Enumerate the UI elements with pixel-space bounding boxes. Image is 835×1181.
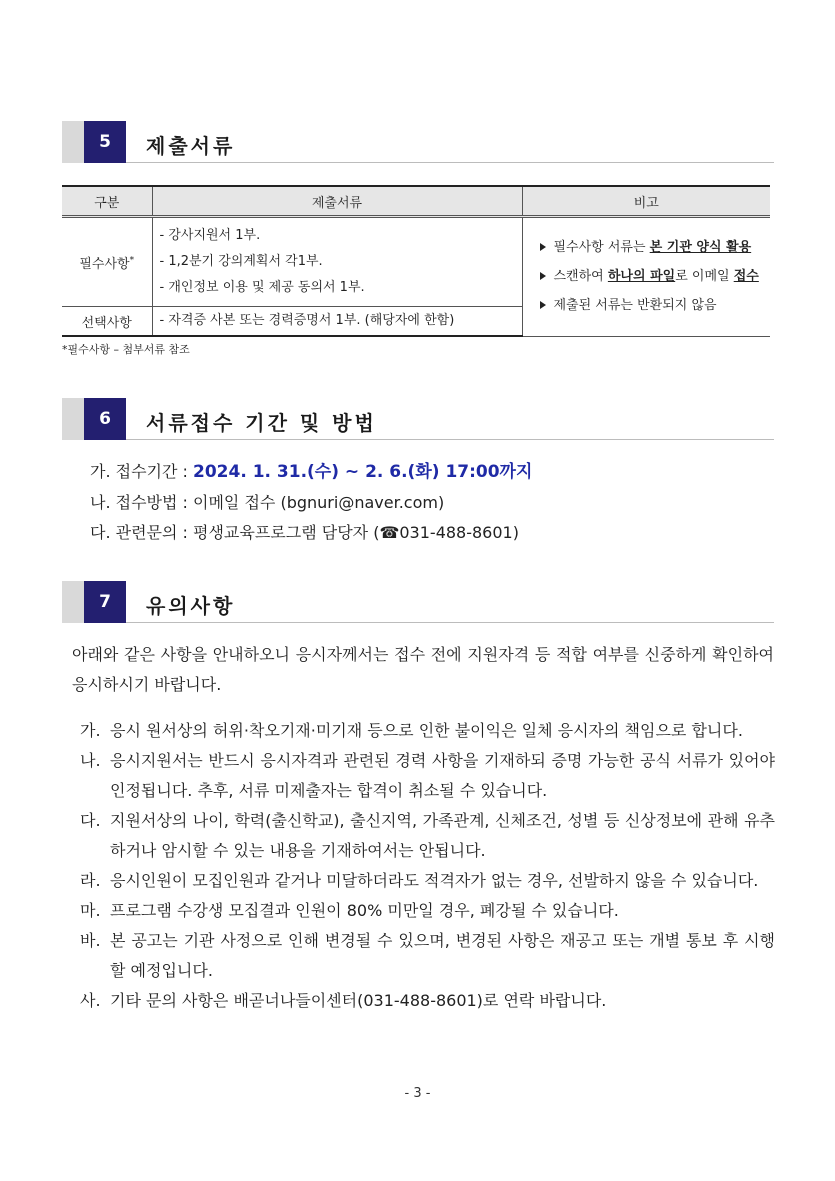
section-header-6	[62, 398, 774, 441]
contact-value: 평생교육프로그램 담당자 (☎031-488-8601)	[193, 523, 519, 542]
contact-label: 다. 관련문의 :	[90, 523, 194, 542]
table-row	[62, 217, 770, 307]
documents-cell	[152, 307, 522, 337]
list-item	[80, 806, 775, 866]
page-number: - 3 -	[404, 1086, 431, 1101]
item-marker: 바.	[80, 931, 101, 950]
list-item	[80, 896, 775, 926]
remark-item	[538, 262, 762, 291]
item-marker: 라.	[80, 871, 101, 890]
section-marker	[62, 398, 84, 440]
footnote-mark: *	[129, 255, 135, 266]
item-text: 응시인원이 모집인원과 같거나 미달하더라도 적격자가 없는 경우, 선발하지 않을 수 있습니다.	[110, 871, 759, 890]
remarks-cell	[522, 217, 770, 337]
list-item: - 개인정보 이용 및 제공 동의서 1부.	[160, 275, 515, 301]
list-item: - 강사지원서 1부.	[160, 223, 515, 249]
section-number: 7	[84, 581, 126, 623]
section-marker	[62, 581, 84, 623]
section-title: 유의사항	[146, 594, 236, 618]
documents-table	[62, 185, 770, 337]
section-rule	[126, 439, 774, 440]
category-cell: 선택사항	[62, 307, 152, 337]
section-title: 제출서류	[146, 134, 236, 158]
application-period	[90, 457, 532, 482]
item-text: 지원서상의 나이, 학력(출신학교), 출신지역, 가족관계, 신체조건, 성별 등 신상정보에 관해 유추하거나 암시할 수 있는 내용을 기재하여서는 안됩니다.	[110, 811, 775, 860]
period-label: 가. 접수기간 :	[90, 462, 194, 481]
list-item	[80, 716, 775, 746]
table-header-row	[62, 186, 770, 217]
application-contact	[90, 520, 519, 543]
item-marker: 나.	[80, 751, 101, 770]
item-text: 응시 원서상의 허위·착오기재·미기재 등으로 인한 불이익은 일체 응시자의 책임으로 합니다.	[110, 721, 743, 740]
application-method	[90, 490, 444, 513]
remark-emphasis: 하나의 파일	[607, 269, 676, 285]
item-text: 응시지원서는 반드시 응시자격과 관련된 경력 사항을 기재하되 증명 가능한 공식 서류가 있어야 인정됩니다. 추후, 서류 미제출자는 합격이 취소될 수 있습니다.	[110, 751, 775, 800]
column-header: 제출서류	[152, 186, 522, 217]
remark-text: 로 이메일	[675, 269, 734, 285]
method-value: 이메일 접수 (bgnuri@naver.com)	[193, 493, 445, 512]
section-number: 6	[84, 398, 126, 440]
category-cell	[62, 217, 152, 307]
remark-item	[538, 233, 762, 262]
list-item: - 자격증 사본 또는 경력증명서 1부. (해당자에 한함)	[160, 308, 515, 334]
section-number: 5	[84, 121, 126, 163]
remark-text: 필수사항 서류는	[553, 240, 650, 256]
item-text: 기타 문의 사항은 배곧너나들이센터(031-488-8601)로 연락 바랍니다.	[110, 991, 607, 1010]
item-text: 프로그램 수강생 모집결과 인원이 80% 미만일 경우, 폐강될 수 있습니다.	[110, 901, 619, 920]
section-marker	[62, 121, 84, 163]
notice-intro: 아래와 같은 사항을 안내하오니 응시자께서는 접수 전에 지원자격 등 적합 여부를 신중하게 확인하여 응시하시기 바랍니다.	[72, 645, 774, 694]
section-title: 서류접수 기간 및 방법	[146, 411, 377, 435]
list-item	[80, 926, 775, 986]
remark-item: 제출된 서류는 반환되지 않음	[538, 291, 762, 320]
remark-emphasis: 본 기관 양식 활용	[649, 240, 752, 256]
section-rule	[126, 162, 774, 163]
section-header-5	[62, 121, 774, 164]
list-item: - 1,2분기 강의계획서 각1부.	[160, 249, 515, 275]
category-label: 필수사항	[79, 256, 130, 272]
section-header-7	[62, 581, 774, 624]
item-marker: 마.	[80, 901, 101, 920]
remark-text: 스캔하여	[553, 269, 608, 285]
item-marker: 사.	[80, 991, 101, 1010]
list-item	[80, 746, 775, 806]
footnote: *필수사항 – 첨부서류 참조	[62, 343, 190, 356]
section-rule	[126, 622, 774, 623]
column-header: 구분	[62, 186, 152, 217]
item-text: 본 공고는 기관 사정으로 인해 변경될 수 있으며, 변경된 사항은 재공고 또는 개별 통보 후 시행할 예정입니다.	[110, 931, 775, 980]
period-value: 2024. 1. 31.(수) ~ 2. 6.(화) 17:00까지	[193, 462, 533, 482]
remark-emphasis: 접수	[733, 269, 759, 285]
method-label: 나. 접수방법 :	[90, 493, 194, 512]
list-item	[80, 986, 775, 1016]
documents-cell	[152, 217, 522, 307]
notice-list	[80, 716, 775, 1016]
list-item	[80, 866, 775, 896]
column-header: 비고	[522, 186, 770, 217]
item-marker: 다.	[80, 811, 101, 830]
item-marker: 가.	[80, 721, 101, 740]
